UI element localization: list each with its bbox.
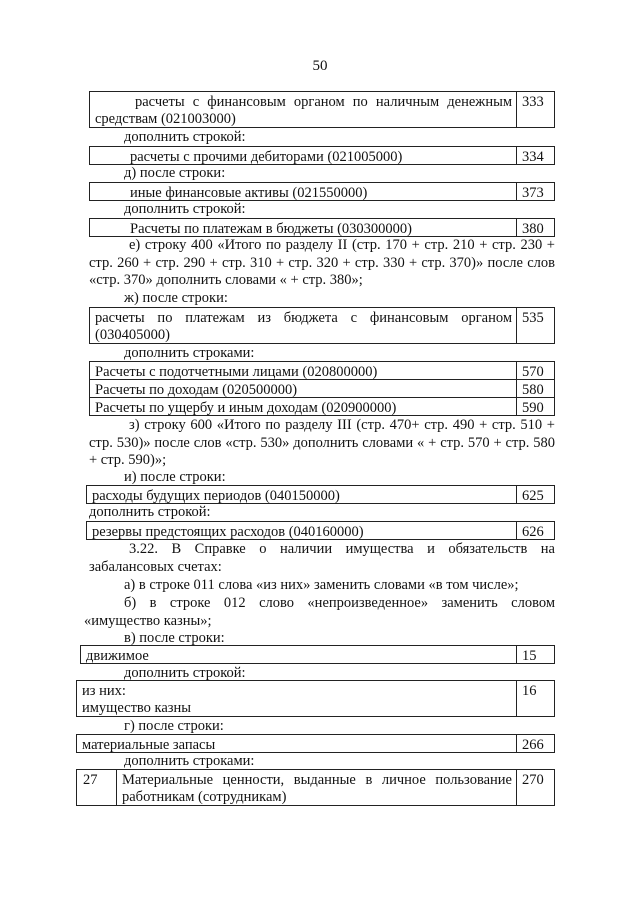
row-code: 590 (516, 398, 554, 415)
row-code: 373 (516, 183, 554, 200)
row-code: 580 (516, 380, 554, 397)
instruction-label: дополнить строками: (124, 753, 255, 769)
page-number: 50 (312, 58, 328, 74)
instruction-label: дополнить строкой: (124, 665, 246, 681)
instruction-label: дополнить строкой: (124, 201, 246, 217)
paragraph-b: б) в строке 012 слово «непроизведенное» заменить словом «имущество казны»; (84, 595, 555, 629)
row-text: резервы предстоящих расходов (040160000) (92, 524, 364, 540)
row-code: 334 (516, 147, 554, 164)
row-code: 535 (516, 308, 554, 343)
instruction-label: д) после строки: (124, 165, 226, 181)
paragraph-z: з) строку 600 «Итого по разделу III (стр. 470+ стр. 490 + стр. 510 + стр. 530)» после слов «стр. 530» дополнить словами « + стр. 570 + стр. 580 + стр. 590)»; (89, 417, 555, 468)
row-text: Расчеты по ущербу и иным доходам (020900000) (95, 400, 397, 416)
row-text: движимое (86, 648, 149, 664)
row-code: 333 (516, 92, 554, 127)
row-text: расчеты с финансовым органом по наличным денежным средствам (021003000) (95, 94, 512, 127)
instruction-label: дополнить строкой: (89, 504, 211, 520)
paragraph-3-22: 3.22. В Справке о наличии имущества и обязательств на забалансовых счетах: (89, 541, 555, 575)
instruction-label: ж) после строки: (124, 290, 228, 306)
instruction-label: в) после строки: (124, 630, 225, 646)
paragraph-e: е) строку 400 «Итого по разделу II (стр. 170 + стр. 210 + стр. 230 + стр. 260 + стр. 290 + стр. 310 + стр. 320 + стр. 330 + стр. 370)» после слов «стр. 370» дополнить словами « + стр. 380»; (89, 237, 555, 288)
row-text: расчеты с прочими дебиторами (021005000) (130, 149, 403, 165)
table-row-266 (76, 734, 555, 753)
table-row-16 (76, 680, 555, 717)
instruction-label: г) после строки: (124, 718, 224, 734)
row-code: 380 (516, 219, 554, 236)
row-text: Расчеты с подотчетными лицами (020800000) (95, 364, 378, 380)
table-row-626 (86, 521, 555, 540)
instruction-label: дополнить строками: (124, 345, 255, 361)
row-text: расчеты по платежам из бюджета с финансовым органом (030405000) (95, 310, 512, 343)
instruction-label: и) после строки: (124, 469, 226, 485)
row-text: Материальные ценности, выданные в личное пользование работникам (сотрудникам) (122, 772, 512, 805)
table-row-373 (89, 182, 555, 201)
row-code: 625 (516, 486, 554, 503)
paragraph-a: а) в строке 011 слова «из них» заменить словами «в том числе»; (124, 577, 519, 593)
instruction-label: дополнить строкой: (124, 129, 246, 145)
table-row-535 (89, 307, 555, 344)
row-code: 15 (516, 646, 554, 663)
table-row-334 (89, 146, 555, 165)
row-text-line: имущество казны (82, 700, 192, 716)
table-row-270 (76, 769, 555, 806)
row-code: 570 (516, 362, 554, 379)
table-row-590 (89, 397, 555, 416)
row-text (77, 681, 516, 716)
row-text: Расчеты по платежам в бюджеты (030300000) (130, 221, 412, 237)
row-code: 266 (516, 735, 554, 752)
table-row-625 (86, 485, 555, 504)
row-text: материальные запасы (82, 737, 216, 753)
table-row-15 (80, 645, 555, 664)
row-text: расходы будущих периодов (040150000) (92, 488, 340, 504)
row-text: Расчеты по доходам (020500000) (95, 382, 298, 398)
row-text: иные финансовые активы (021550000) (130, 185, 368, 201)
row-number: 27 (77, 770, 117, 805)
row-text-line: из них: (82, 683, 126, 699)
row-code: 270 (516, 770, 554, 805)
table-row-570 (89, 361, 555, 380)
row-code: 626 (516, 522, 554, 539)
table-row-380 (89, 218, 555, 237)
row-code: 16 (516, 681, 554, 716)
table-row-333 (89, 91, 555, 128)
table-row-580 (89, 379, 555, 398)
